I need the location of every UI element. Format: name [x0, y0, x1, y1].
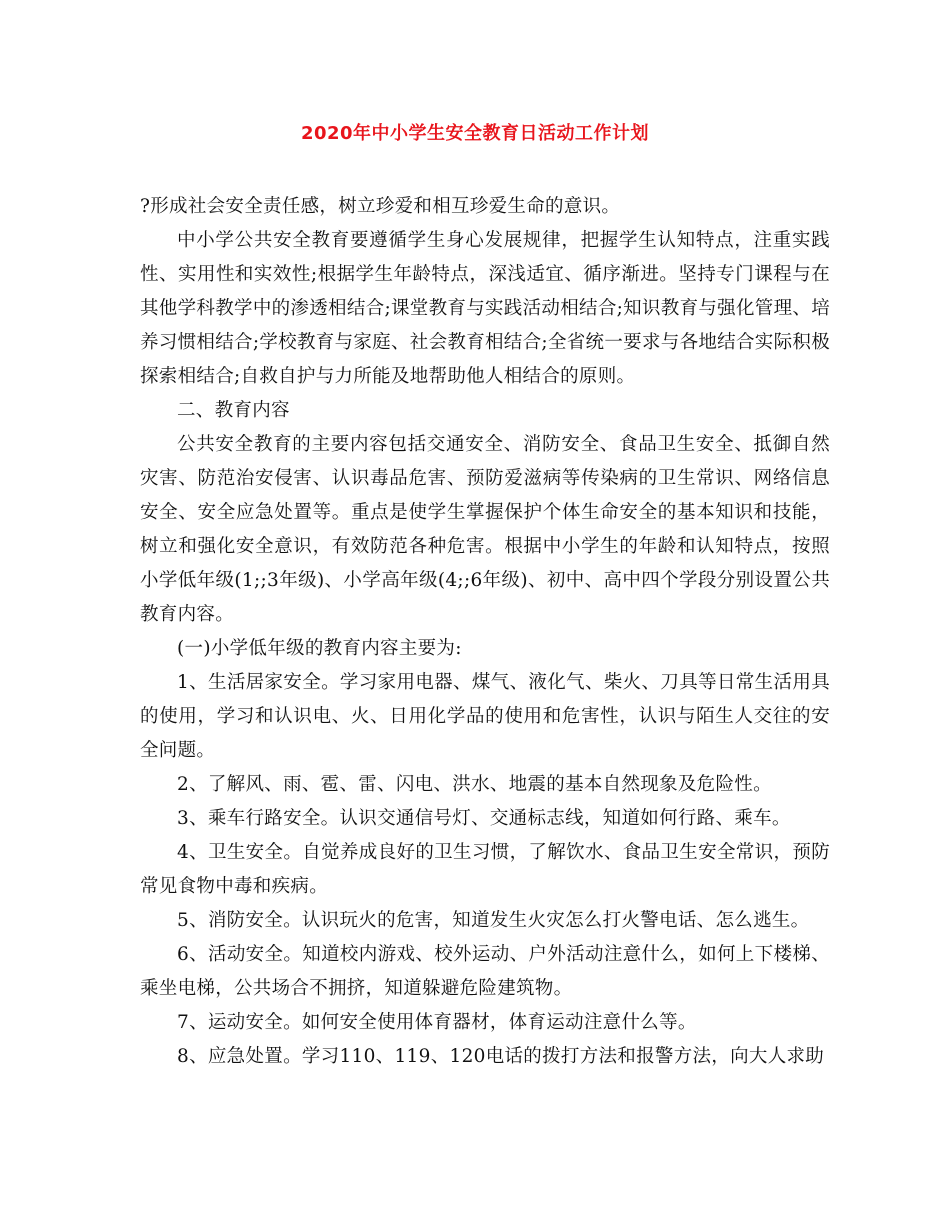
list-item: 8、应急处置。学习110、119、120电话的拨打方法和报警方法，向大人求助	[177, 1046, 825, 1067]
list-item: 1、生活居家安全。学习家用电器、煤气、液化气、柴火、刀具等日常生活用具的使用，学习和认识电、火、日用化学品的使用和危害性，认识与陌生人交往的安全问题。	[140, 672, 830, 761]
paragraph: 公共安全教育的主要内容包括交通安全、消防安全、食品卫生安全、抵御自然灾害、防范治安侵害、认识毒品危害、预防爱滋病等传染病的卫生常识、网络信息安全、安全应急处置等。重点是使学生掌握保护个体生命安全的基本知识和技能，树立和强化安全意识，有效防范各种危害。根据中小学生的年龄和认知特点，按照小学低年级(1;;3年级)、小学高年级(4;;6年级)、初中、高中四个学段分别设置公共教育内容。	[140, 434, 830, 625]
paragraph: 中小学公共安全教育要遵循学生身心发展规律，把握学生认知特点，注重实践性、实用性和实效性;根据学生年龄特点，深浅适宜、循序渐进。坚持专门课程与在其他学科教学中的渗透相结合;课堂教育与实践活动相结合;知识教育与强化管理、培养习惯相结合;学校教育与家庭、社会教育相结合;全省统一要求与各地结合实际积极探索相结合;自救自护与力所能及地帮助他人相结合的原则。	[140, 230, 830, 387]
list-item: 5、消防安全。认识玩火的危害，知道发生火灾怎么打火警电话、怎么逃生。	[177, 910, 810, 931]
paragraph: ?形成社会安全责任感，树立珍爱和相互珍爱生命的意识。	[140, 196, 621, 217]
list-item: 6、活动安全。知道校内游戏、校外运动、户外活动注意什么，如何上下楼梯、乘坐电梯，公共场合不拥挤，知道躲避危险建筑物。	[140, 944, 830, 999]
list-item: 3、乘车行路安全。认识交通信号灯、交通标志线，知道如何行路、乘车。	[177, 808, 791, 829]
document-body	[140, 190, 830, 1074]
document-title: 2020年中小学生安全教育日活动工作计划	[300, 123, 650, 144]
subsection-heading: (一)小学低年级的教育内容主要为:	[177, 638, 462, 659]
list-item: 2、了解风、雨、雹、雷、闪电、洪水、地震的基本自然现象及危险性。	[177, 774, 772, 795]
list-item: 4、卫生安全。自觉养成良好的卫生习惯，了解饮水、食品卫生安全常识，预防常见食物中毒和疾病。	[140, 842, 830, 897]
section-heading: 二、教育内容	[177, 400, 290, 421]
list-item: 7、运动安全。如何安全使用体育器材，体育运动注意什么等。	[177, 1012, 697, 1033]
